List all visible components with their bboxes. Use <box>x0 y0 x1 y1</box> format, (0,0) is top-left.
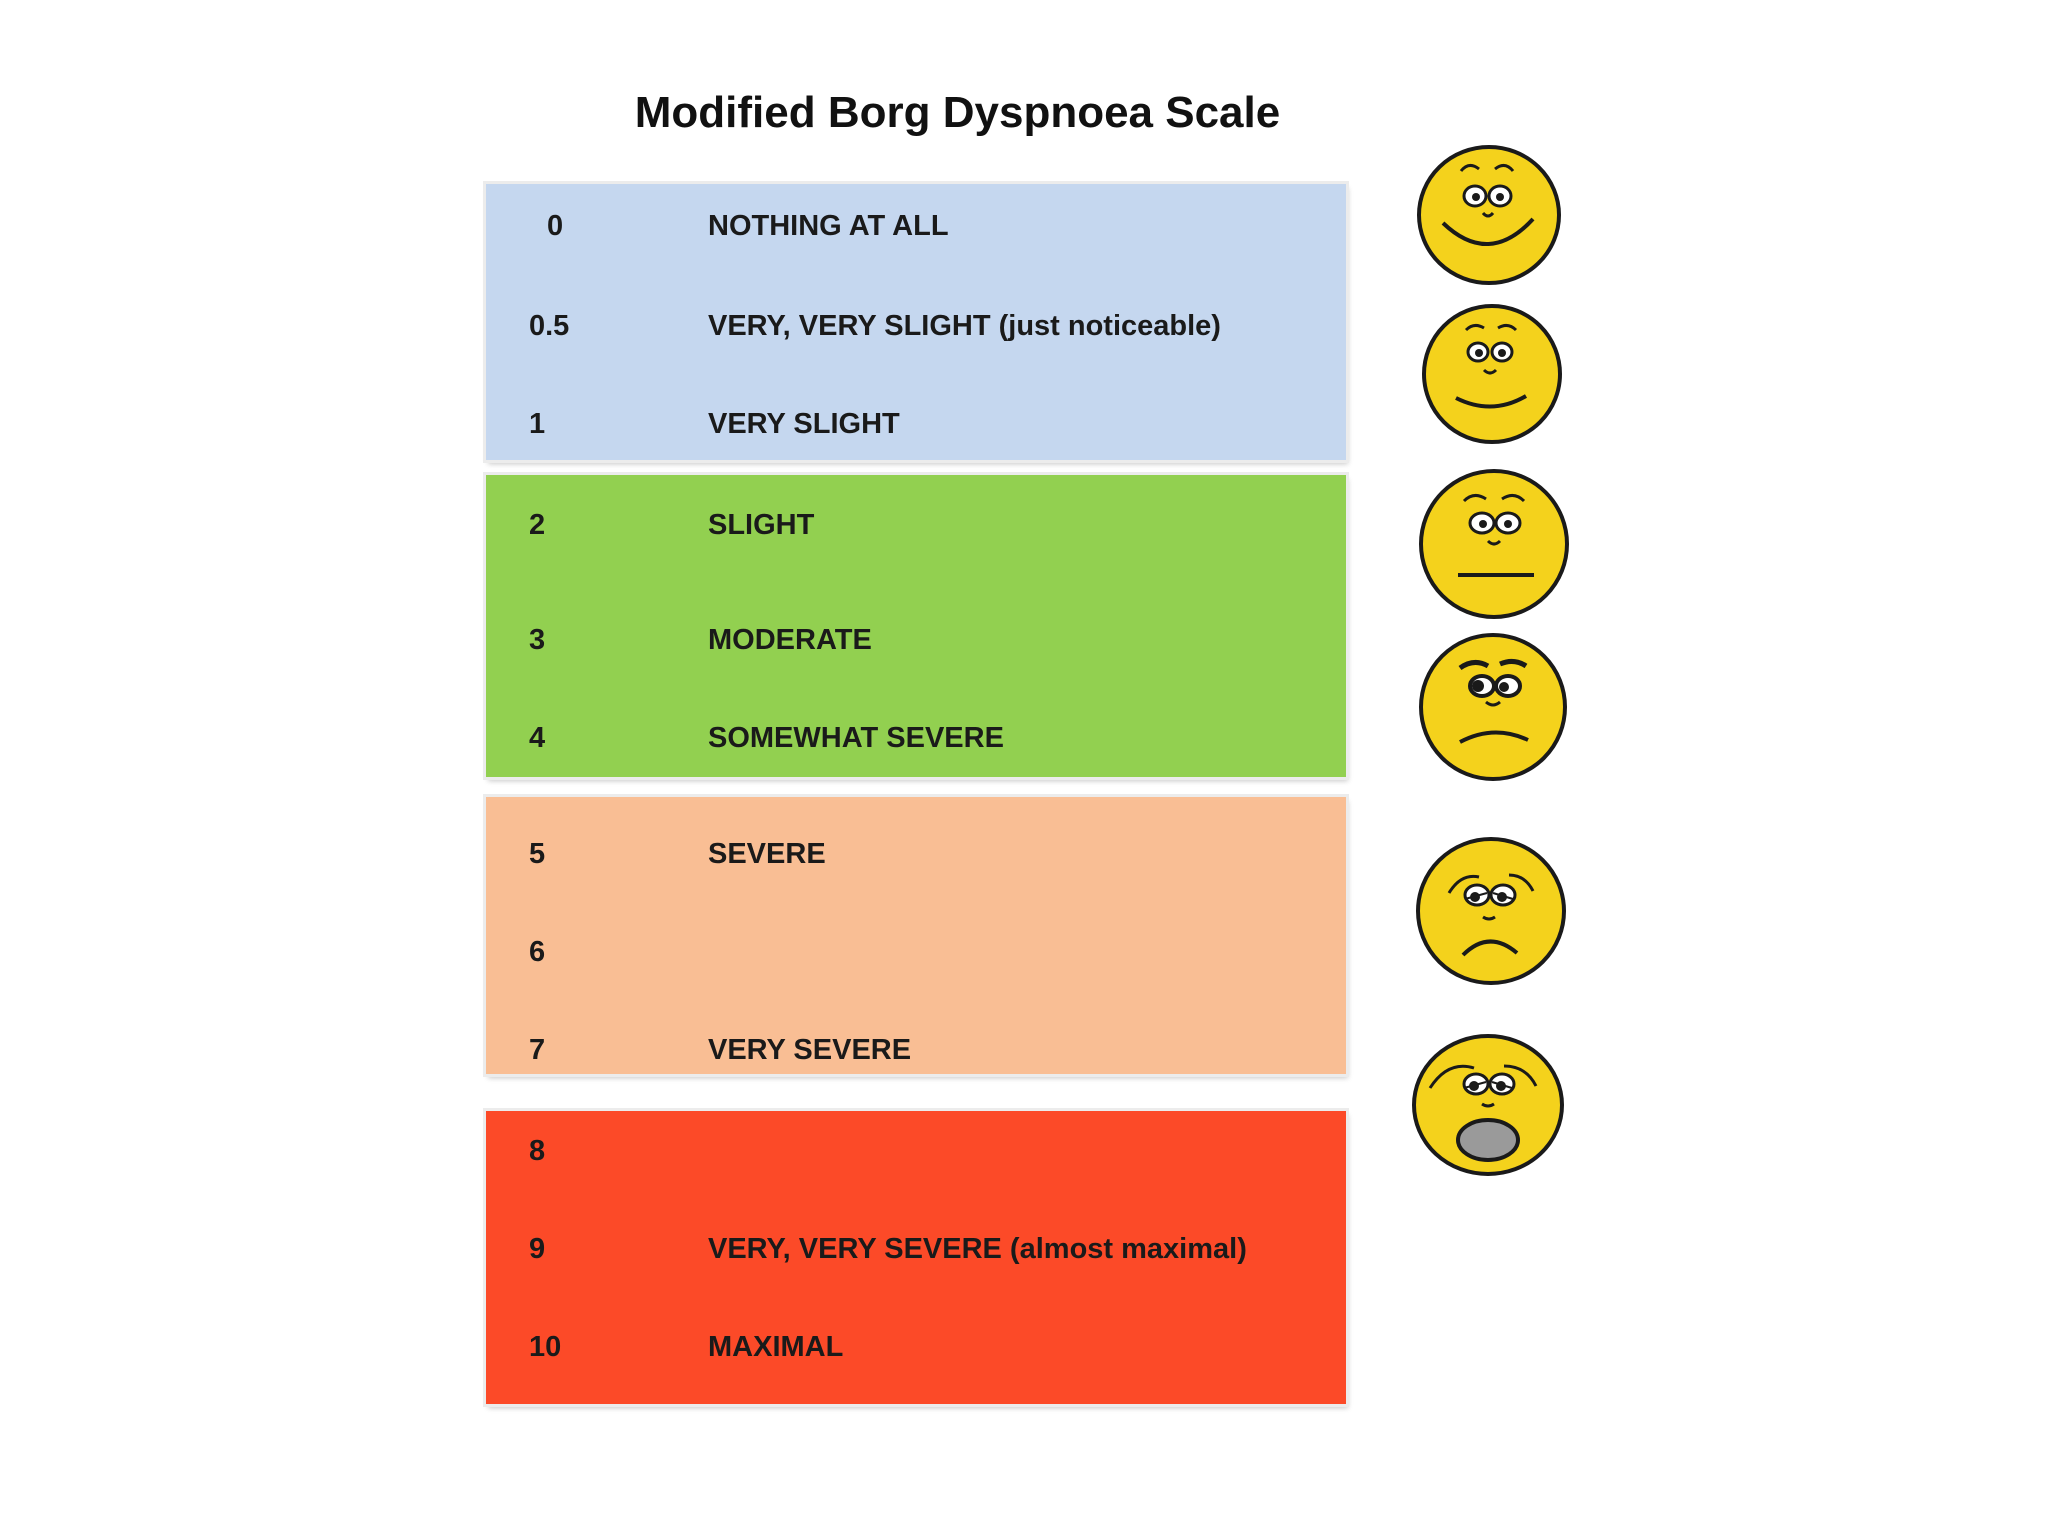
score-value: 5 <box>529 838 546 870</box>
score-value: 10 <box>529 1331 562 1363</box>
scale-band-green <box>486 475 1346 777</box>
scale-band-light-blue <box>486 184 1346 460</box>
big-smile-face-icon <box>1413 141 1565 289</box>
score-value: 0 <box>547 210 564 242</box>
score-label: VERY SLIGHT <box>708 408 900 440</box>
neutral-face-icon <box>1416 465 1572 623</box>
frown-face-icon <box>1416 630 1570 784</box>
smile-face-icon <box>1418 300 1566 448</box>
score-label: SOMEWHAT SEVERE <box>708 722 1004 754</box>
scale-band-peach <box>486 797 1346 1074</box>
score-value: 6 <box>529 936 546 968</box>
scale-row-1 <box>486 404 1346 444</box>
sad-face-icon <box>1413 833 1569 989</box>
scale-row-8 <box>486 1131 1346 1171</box>
scale-row-7 <box>486 1030 1346 1070</box>
scale-row-6 <box>486 932 1346 972</box>
score-label: VERY SEVERE <box>708 1034 912 1066</box>
scale-row-9 <box>486 1229 1346 1269</box>
score-label: MAXIMAL <box>708 1331 844 1363</box>
distressed-face-icon <box>1408 1030 1568 1180</box>
score-value: 1 <box>529 408 546 440</box>
scale-row-0-5 <box>486 306 1346 346</box>
scale-band-red <box>486 1111 1346 1404</box>
score-value: 8 <box>529 1135 546 1167</box>
scale-row-5 <box>486 834 1346 874</box>
score-value: 2 <box>529 509 546 541</box>
score-value: 0.5 <box>529 310 570 342</box>
score-label: NOTHING AT ALL <box>708 210 949 242</box>
score-value: 9 <box>529 1233 546 1265</box>
score-value: 4 <box>529 722 546 754</box>
score-value: 7 <box>529 1034 546 1066</box>
score-label: SLIGHT <box>708 509 815 541</box>
scale-title: Modified Borg Dyspnoea Scale <box>634 88 1281 137</box>
score-label: VERY, VERY SEVERE (almost maximal) <box>708 1233 1247 1265</box>
score-label: SEVERE <box>708 838 826 870</box>
score-value: 3 <box>529 624 546 656</box>
scale-row-2 <box>486 505 1346 545</box>
score-label: MODERATE <box>708 624 872 656</box>
score-label: VERY, VERY SLIGHT (just noticeable) <box>708 310 1221 342</box>
scale-row-4 <box>486 718 1346 758</box>
scale-row-10 <box>486 1327 1346 1367</box>
scale-row-3 <box>486 620 1346 660</box>
scale-row-0 <box>486 206 1346 246</box>
